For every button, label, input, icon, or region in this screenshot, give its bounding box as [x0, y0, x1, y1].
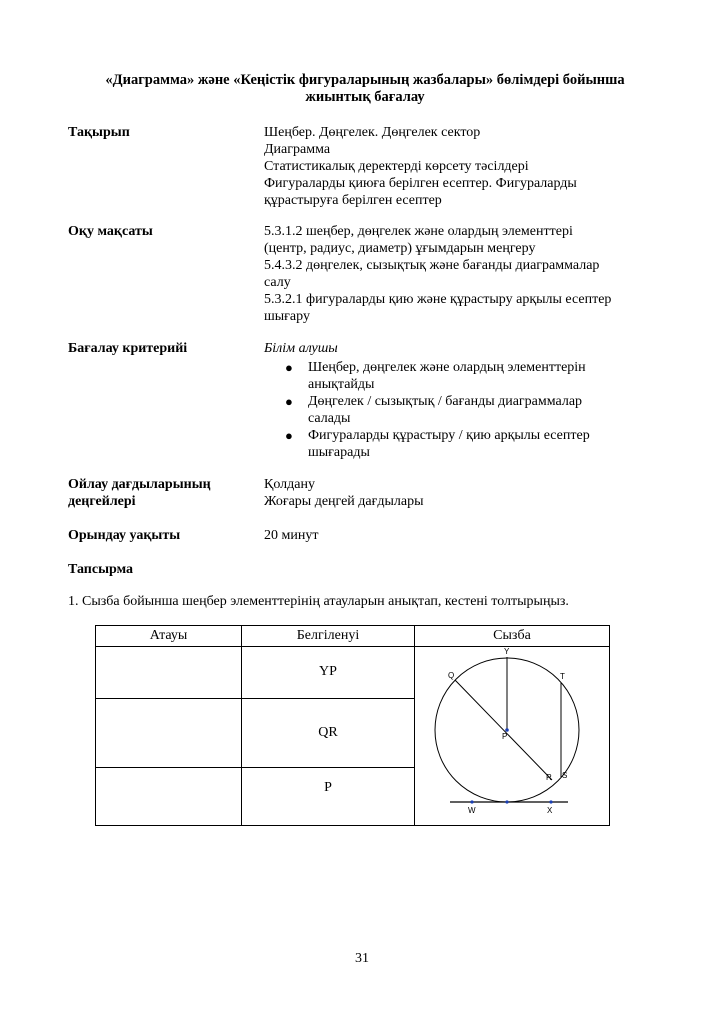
- topic-value: [264, 124, 654, 209]
- thinking-label-line: Ойлау дағдыларының: [68, 477, 211, 492]
- objective-line: 5.4.3.2 дөңгелек, сызықтық және бағанды диаграммалар: [264, 258, 600, 273]
- criteria-item-text: Шеңбер, дөңгелек және олардың элементтерін: [308, 360, 586, 375]
- point-x: [549, 800, 552, 803]
- topic-line: Фигураларды қиюға берілген есептер. Фигураларды: [264, 176, 577, 191]
- criteria-item: [264, 427, 654, 461]
- criteria-list: [264, 359, 654, 461]
- objective-line: 5.3.2.1 фигураларды қию және құрастыру арқылы есептер: [264, 292, 612, 307]
- diameter-line: [455, 680, 552, 780]
- criteria-item-text: анықтайды: [308, 377, 375, 392]
- topic-line: Диаграмма: [264, 142, 331, 157]
- thinking-value: [264, 476, 654, 510]
- tangent-point: [505, 800, 508, 803]
- label-s: S: [561, 771, 568, 780]
- answer-cell[interactable]: [96, 647, 242, 699]
- time-value: 20 минут: [264, 528, 319, 543]
- criteria-intro: Білім алушы: [264, 341, 338, 356]
- table-row: [96, 647, 610, 699]
- label-p: P: [501, 732, 508, 741]
- topic-label: Тақырып: [68, 125, 130, 140]
- elements-table: [95, 625, 610, 826]
- label-x: X: [546, 806, 553, 815]
- answer-cell[interactable]: [96, 698, 242, 767]
- notation-cell: QR: [242, 698, 415, 767]
- label-w: W: [467, 806, 476, 815]
- objective-line: шығару: [264, 309, 310, 324]
- objective-line: (центр, радиус, диаметр) ұғымдарын меңгеру: [264, 241, 536, 256]
- criteria-item-text: шығарады: [308, 445, 370, 460]
- criteria-item-text: Фигураларды құрастыру / қию арқылы есептер: [308, 428, 590, 443]
- time-label: Орындау уақыты: [68, 528, 181, 543]
- page-number: 31: [355, 951, 369, 966]
- objective-line: 5.3.1.2 шеңбер, дөңгелек және олардың элементтері: [264, 224, 573, 239]
- drawing-cell: [414, 647, 609, 826]
- notation-cell: P: [242, 768, 415, 826]
- bullet-icon: ●: [285, 360, 293, 375]
- bullet-icon: ●: [285, 394, 293, 409]
- label-r: R: [545, 773, 552, 782]
- thinking-line: Жоғары деңгей дағдылары: [264, 494, 424, 509]
- header-drawing: Сызба: [414, 626, 609, 647]
- label-y: Y: [503, 647, 510, 656]
- criteria-item: [264, 393, 654, 427]
- notation-cell: YP: [242, 647, 415, 699]
- header-name: Атауы: [96, 626, 242, 647]
- task-text: 1. Сызба бойынша шеңбер элементтерінің атауларын анықтап, кестені толтырыңыз.: [68, 594, 569, 609]
- thinking-label: [68, 476, 211, 510]
- criteria-label: Бағалау критерийі: [68, 341, 188, 356]
- title-line-2: жиынтық бағалау: [305, 89, 425, 105]
- objective-line: салу: [264, 275, 291, 290]
- criteria-value: [264, 340, 654, 461]
- document-title: [70, 72, 660, 106]
- point-w: [470, 800, 473, 803]
- criteria-item-text: Дөңгелек / сызықтық / бағанды диаграммалар: [308, 394, 583, 409]
- topic-line: құрастыруға берілген есептер: [264, 193, 442, 208]
- objectives-value: [264, 223, 654, 325]
- title-line-1: «Диаграмма» және «Кеңістік фигураларының жазбалары» бөлімдері бойынша: [105, 72, 625, 88]
- topic-line: Шеңбер. Дөңгелек. Дөңгелек сектор: [264, 125, 481, 140]
- table-header-row: [96, 626, 610, 647]
- header-notation: Белгіленуі: [242, 626, 415, 647]
- label-q: Q: [447, 671, 455, 680]
- topic-line: Статистикалық деректерді көрсету тәсілдері: [264, 159, 529, 174]
- criteria-item-text: салады: [308, 411, 351, 426]
- task-heading: Тапсырма: [68, 562, 134, 577]
- bullet-icon: ●: [285, 428, 293, 443]
- answer-cell[interactable]: [96, 768, 242, 826]
- criteria-item: [264, 359, 654, 393]
- thinking-line: Қолдану: [264, 477, 315, 492]
- circle-drawing: [415, 647, 609, 825]
- label-t: T: [559, 672, 565, 681]
- thinking-label-line: деңгейлері: [68, 494, 136, 509]
- objectives-label: Оқу мақсаты: [68, 224, 153, 239]
